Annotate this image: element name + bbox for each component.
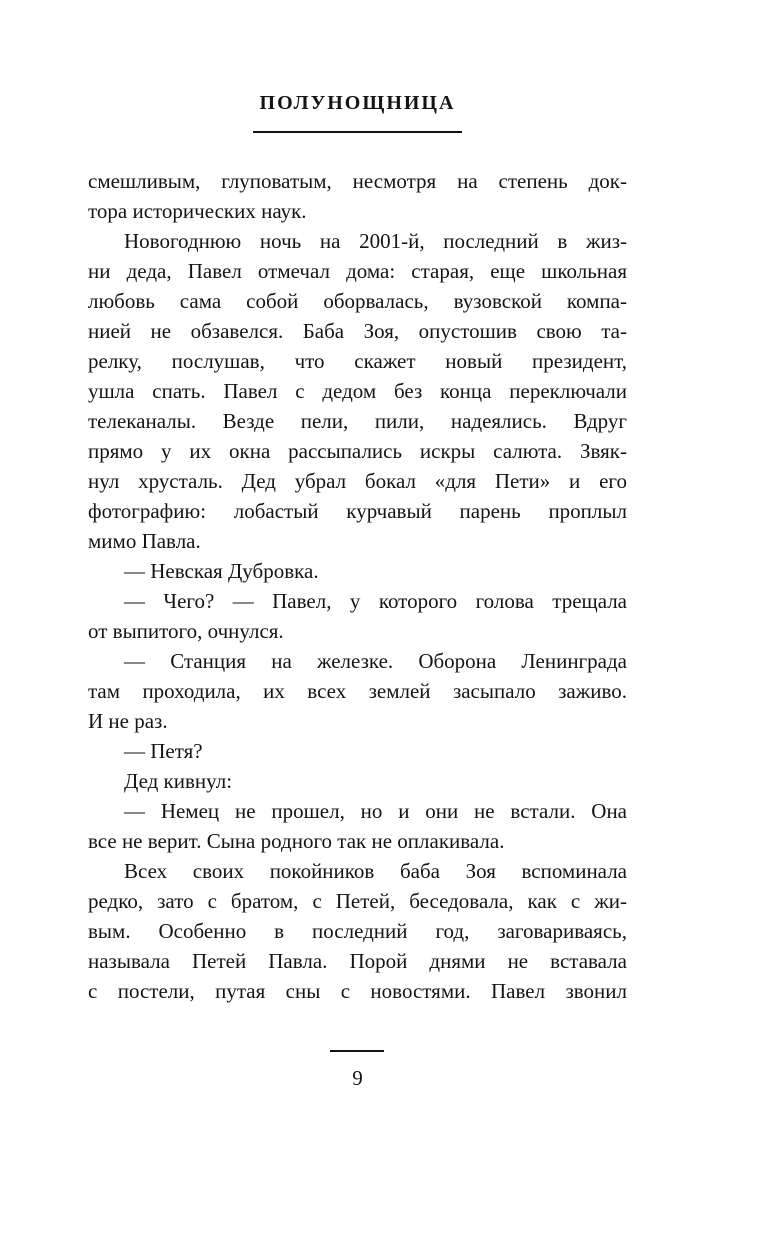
text-line: ни деда, Павел отмечал дома: старая, еще школьная — [88, 259, 627, 283]
text-line: вым. Особенно в последний год, заговариваясь, — [88, 919, 627, 943]
text-line: — Петя? — [124, 739, 203, 763]
text-line: с постели, путая сны с новостями. Павел звонил — [88, 979, 627, 1003]
footer-rule — [330, 1050, 384, 1052]
text-column — [88, 0, 627, 1240]
text-line: — Чего? — Павел, у которого голова трещала — [124, 589, 627, 613]
text-block — [88, 166, 627, 1006]
text-line: любовь сама собой оборвалась, вузовской компа- — [88, 289, 627, 313]
text-line: прямо у их окна рассыпались искры салюта. Звяк- — [88, 439, 627, 463]
text-line: тора исторических наук. — [88, 199, 307, 223]
text-line: телеканалы. Везде пели, пили, надеялись. Вдруг — [88, 409, 627, 433]
text-line: нул хрусталь. Дед убрал бокал «для Пети» и его — [88, 469, 627, 493]
text-line: все не верит. Сына родного так не оплакивала. — [88, 829, 505, 853]
text-line: редко, зато с братом, с Петей, беседовала, как с жи- — [88, 889, 627, 913]
running-head-title: ПОЛУНОЩНИЦА — [259, 92, 456, 114]
text-line: — Невская Дубровка. — [124, 559, 319, 583]
text-line: Новогоднюю ночь на 2001-й, последний в жиз- — [124, 229, 627, 253]
text-line: Всех своих покойников баба Зоя вспоминала — [124, 859, 627, 883]
text-line: фотографию: лобастый курчавый парень проплыл — [88, 499, 627, 523]
text-line: мимо Павла. — [88, 529, 201, 553]
text-line: от выпитого, очнулся. — [88, 619, 284, 643]
text-line: — Станция на железке. Оборона Ленинграда — [124, 649, 627, 673]
text-line: релку, послушав, что скажет новый президент, — [88, 349, 627, 373]
text-line: Дед кивнул: — [124, 769, 233, 793]
text-line: ушла спать. Павел с дедом без конца переключали — [88, 379, 627, 403]
text-line: там проходила, их всех землей засыпало заживо. — [88, 679, 627, 703]
header-rule — [253, 131, 462, 133]
text-line: — Немец не прошел, но и они не встали. Она — [124, 799, 627, 823]
text-line: нией не обзавелся. Баба Зоя, опустошив свою та- — [88, 319, 627, 343]
text-line: смешливым, глуповатым, несмотря на степень док- — [88, 169, 627, 193]
page-number-label: 9 — [352, 1066, 363, 1090]
text-line: называла Петей Павла. Порой днями не вставала — [88, 949, 627, 973]
text-line: И не раз. — [88, 709, 168, 733]
